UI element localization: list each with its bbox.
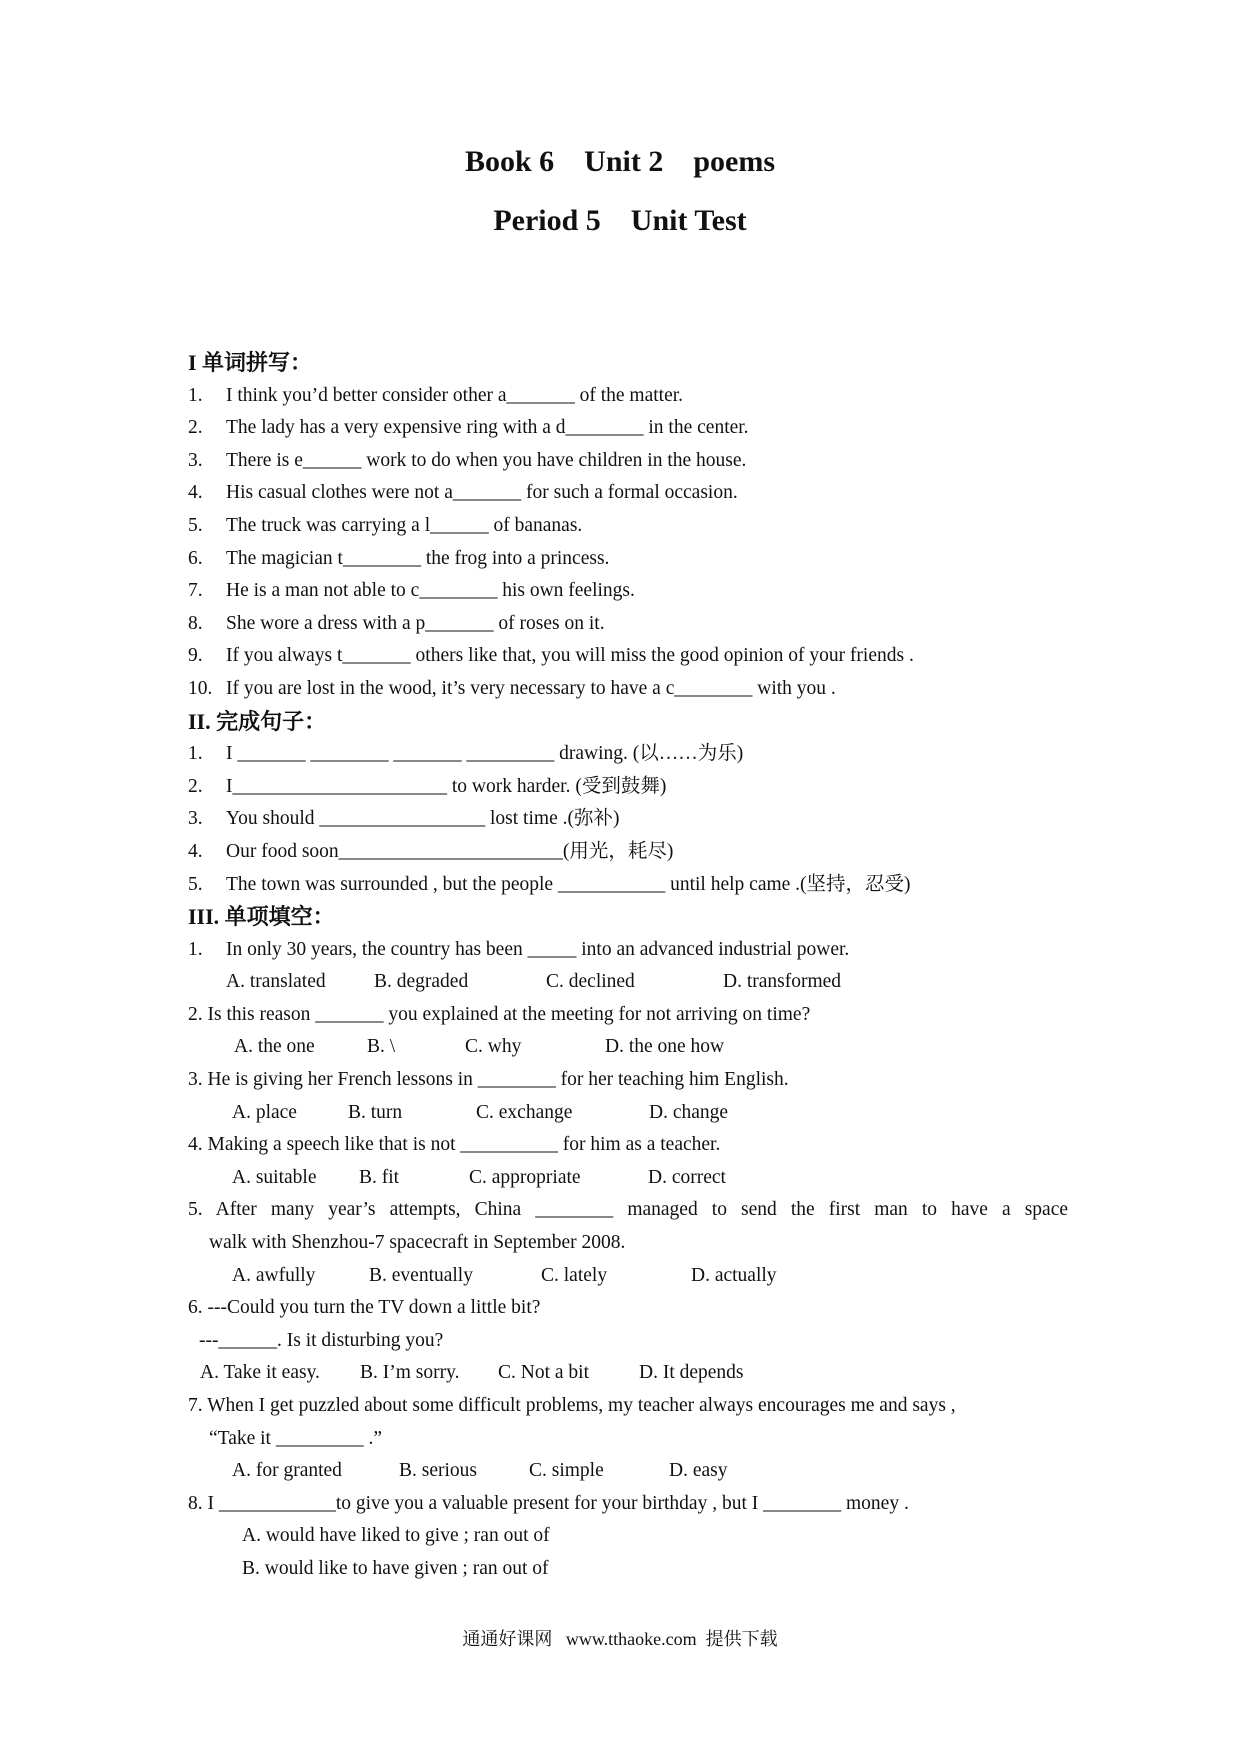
item-text: Our food soon_______________________(用光，耗尽) (226, 840, 674, 862)
item-number: 2. (188, 775, 203, 797)
option-b: B. serious (399, 1460, 477, 1482)
option-a: A. suitable (232, 1166, 317, 1188)
option-b: B. eventually (369, 1264, 473, 1286)
option-a: A. translated (226, 971, 326, 993)
spelling-item (188, 380, 1068, 413)
item-number: 3. (188, 449, 203, 471)
question-number: 1. (188, 938, 203, 960)
item-text: He is a man not able to c________ his own feelings. (226, 580, 635, 602)
item-text: If you always t_______ others like that, you will miss the good opinion of your friends . (226, 645, 914, 667)
question-4: 4. Making a speech like that is not __________ for him as a teacher. (188, 1134, 721, 1156)
test-content (188, 347, 1068, 1586)
option-d: D. It depends (639, 1362, 744, 1384)
spelling-item (188, 412, 1068, 445)
item-number: 5. (188, 873, 203, 895)
sentence-item (188, 869, 1068, 902)
item-number: 6. (188, 547, 203, 569)
item-text: She wore a dress with a p_______ of roses on it. (226, 612, 605, 634)
item-number: 5. (188, 514, 203, 536)
option-d: D. change (649, 1101, 729, 1123)
title-line-1: Book 6 Unit 2 poems (464, 145, 776, 178)
question-3-options (188, 1097, 1068, 1130)
item-number: 3. (188, 808, 203, 830)
footer-source: 通通好课网 www.tthaoke.com 提供下载 (462, 1629, 778, 1649)
option-c: C. lately (541, 1264, 608, 1286)
section-1-list (188, 380, 1068, 706)
item-number: 7. (188, 580, 203, 602)
section-2-list (188, 738, 1068, 901)
question-5-line-1: 5. After many year’s attempts, China ________ managed to send the first man to have a space (188, 1199, 1068, 1221)
item-number: 9. (188, 645, 203, 667)
option-a: A. the one (234, 1036, 315, 1058)
sentence-item (188, 738, 1068, 771)
option-b: B. fit (359, 1166, 400, 1188)
question-2: 2. Is this reason _______ you explained at the meeting for not arriving on time? (188, 1003, 811, 1025)
question-text: In only 30 years, the country has been _____ into an advanced industrial power. (226, 938, 850, 960)
item-text: The magician t________ the frog into a princess. (226, 547, 610, 569)
option-c: C. simple (529, 1460, 604, 1482)
question-7-line-2: “Take it _________ .” (209, 1427, 383, 1449)
item-text: The town was surrounded , but the people ___________ until help came .(坚持，忍受) (226, 873, 911, 895)
question-8: 8. I ____________to give you a valuable present for your birthday , but I ________ money . (188, 1492, 909, 1514)
item-number: 2. (188, 417, 203, 439)
spelling-item (188, 608, 1068, 641)
spelling-item (188, 673, 1068, 706)
sentence-item (188, 803, 1068, 836)
option-b: B. I’m sorry. (360, 1362, 460, 1384)
item-text: His casual clothes were not a_______ for such a formal occasion. (226, 482, 738, 504)
sentence-item (188, 771, 1068, 804)
item-text: I think you’d better consider other a_______ of the matter. (226, 384, 684, 406)
option-c: C. appropriate (469, 1166, 581, 1188)
question-5-options (188, 1260, 1068, 1293)
option-b: B. \ (367, 1036, 396, 1058)
option-d: D. transformed (723, 971, 842, 993)
question-7-line-1: 7. When I get puzzled about some difficult problems, my teacher always encourages me and says , (188, 1395, 956, 1416)
question-1 (188, 934, 1068, 967)
spelling-item (188, 543, 1068, 576)
item-text: I _______ ________ _______ _________ drawing. (以……为乐) (226, 743, 744, 765)
item-text: If you are lost in the wood, it’s very necessary to have a c________ with you . (226, 677, 836, 699)
sentence-item (188, 836, 1068, 869)
option-b: B. degraded (374, 971, 469, 993)
question-2-options (188, 1031, 1068, 1064)
question-8-option-a: A. would have liked to give ; ran out of (242, 1525, 550, 1547)
section-3-heading: III. 单项填空： (188, 904, 335, 930)
item-number: 4. (188, 840, 203, 862)
question-7-options (188, 1455, 1068, 1488)
question-6-options (188, 1357, 1068, 1390)
question-5-line-2: walk with Shenzhou-7 spacecraft in September 2008. (209, 1232, 626, 1254)
option-d: D. actually (691, 1264, 777, 1286)
item-number: 8. (188, 612, 203, 634)
spelling-item (188, 640, 1068, 673)
item-number: 1. (188, 384, 203, 406)
item-text: The lady has a very expensive ring with a d________ in the center. (226, 417, 749, 439)
item-text: The truck was carrying a l______ of bananas. (226, 514, 583, 536)
spelling-item (188, 477, 1068, 510)
section-1-heading: I 单词拼写： (188, 350, 313, 375)
item-number: 10. (188, 677, 213, 699)
question-1-options (188, 966, 1068, 999)
spelling-item (188, 510, 1068, 543)
option-b: B. turn (348, 1101, 403, 1123)
item-number: 4. (188, 482, 203, 504)
item-number: 1. (188, 743, 203, 765)
option-a: A. awfully (232, 1264, 316, 1286)
option-c: C. exchange (476, 1101, 573, 1123)
option-c: C. why (465, 1036, 522, 1058)
option-c: C. Not a bit (498, 1362, 589, 1384)
item-text: You should _________________ lost time .(弥补) (226, 808, 620, 830)
option-d: D. correct (648, 1166, 726, 1188)
section-2-heading: II. 完成句子： (188, 708, 327, 734)
spelling-item (188, 575, 1068, 608)
title-line-2: Period 5 Unit Test (493, 204, 747, 237)
item-text: I______________________ to work harder. (受到鼓舞) (226, 775, 667, 797)
option-a: A. Take it easy. (200, 1362, 320, 1384)
option-d: D. easy (669, 1460, 728, 1482)
option-a: A. for granted (232, 1460, 342, 1482)
spelling-item (188, 445, 1068, 478)
question-6-line-1: 6. ---Could you turn the TV down a little bit? (188, 1297, 541, 1319)
question-3: 3. He is giving her French lessons in ________ for her teaching him English. (188, 1069, 789, 1091)
question-8-option-b: B. would like to have given ; ran out of (242, 1557, 549, 1579)
item-text: There is e______ work to do when you have children in the house. (226, 449, 747, 471)
question-4-options (188, 1162, 1068, 1195)
option-a: A. place (232, 1101, 297, 1123)
question-6-line-2: ---______. Is it disturbing you? (199, 1329, 444, 1351)
option-d: D. the one how (605, 1036, 725, 1058)
option-c: C. declined (546, 971, 635, 993)
